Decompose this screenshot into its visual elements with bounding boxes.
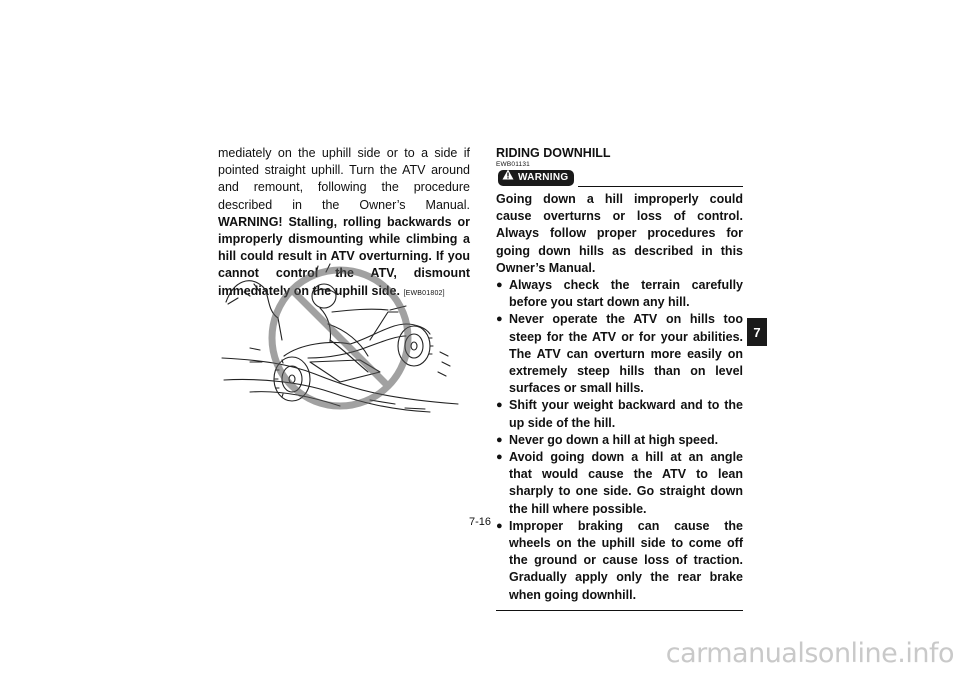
section-title: RIDING DOWNHILL bbox=[496, 146, 611, 160]
warning-triangle-icon bbox=[502, 169, 514, 186]
warning-label: WARNING bbox=[518, 172, 569, 184]
prohibition-sign-icon bbox=[272, 270, 408, 406]
list-item: ● Shift your weight backward and to the up side of the hill. bbox=[496, 398, 743, 430]
list-item: ● Never go down a hill at high speed. bbox=[496, 432, 743, 449]
list-item: ● Improper braking can cause the wheels on the uphill side to come off the ground or cause loss of traction. Gradually apply only the rear brake when going downhill. bbox=[496, 518, 743, 602]
chapter-tab: 7 bbox=[747, 318, 767, 346]
warning-header bbox=[496, 169, 743, 189]
warning-intro: Going down a hill improperly could cause overturns or loss of control. Always follow proper procedures for going down hills as described in this Owner’s Manual. bbox=[496, 192, 743, 275]
bullet-icon: ● bbox=[496, 433, 503, 446]
watermark: carmanualsonline.info bbox=[665, 638, 954, 669]
warning-end-rule bbox=[496, 610, 743, 611]
warning-code: EWB01131 bbox=[496, 161, 530, 168]
bullet-icon: ● bbox=[496, 313, 503, 326]
atv-downhill-prohibited-illustration bbox=[220, 262, 472, 420]
list-item: ● Avoid going down a hill at an angle that would cause the ATV to lean sharply to one side. Go straight down the hill where possible. bbox=[496, 450, 743, 516]
uphill-paragraph-text: mediately on the uphill side or to a side if pointed straight uphill. Turn the ATV around and remount, following the procedure described in the Owner’s Manual. bbox=[218, 146, 470, 212]
warning-bullets bbox=[496, 277, 743, 604]
page-number: 7-16 bbox=[468, 516, 492, 528]
right-column bbox=[496, 146, 743, 611]
uphill-warning-text: WARNING! Stalling, rolling backwards or improperly dismounting while climbing a hill could result in ATV overturning. If you cannot control the ATV, dismount immediately on the uphill side. bbox=[218, 214, 470, 298]
uphill-warning-code: [EWB01802] bbox=[403, 289, 445, 297]
bullet-icon: ● bbox=[496, 399, 503, 412]
warning-badge bbox=[498, 170, 574, 186]
warning-rule bbox=[578, 186, 743, 187]
bullet-icon: ● bbox=[496, 519, 503, 532]
bullet-icon: ● bbox=[496, 279, 503, 292]
bullet-icon: ● bbox=[496, 451, 503, 464]
list-item: ● Always check the terrain carefully before you start down any hill. bbox=[496, 278, 743, 310]
list-item: ● Never operate the ATV on hills too steep for the ATV or for your abilities. The ATV can overturn more easily on extremely steep hills than on level surfaces or small hills. bbox=[496, 312, 743, 396]
